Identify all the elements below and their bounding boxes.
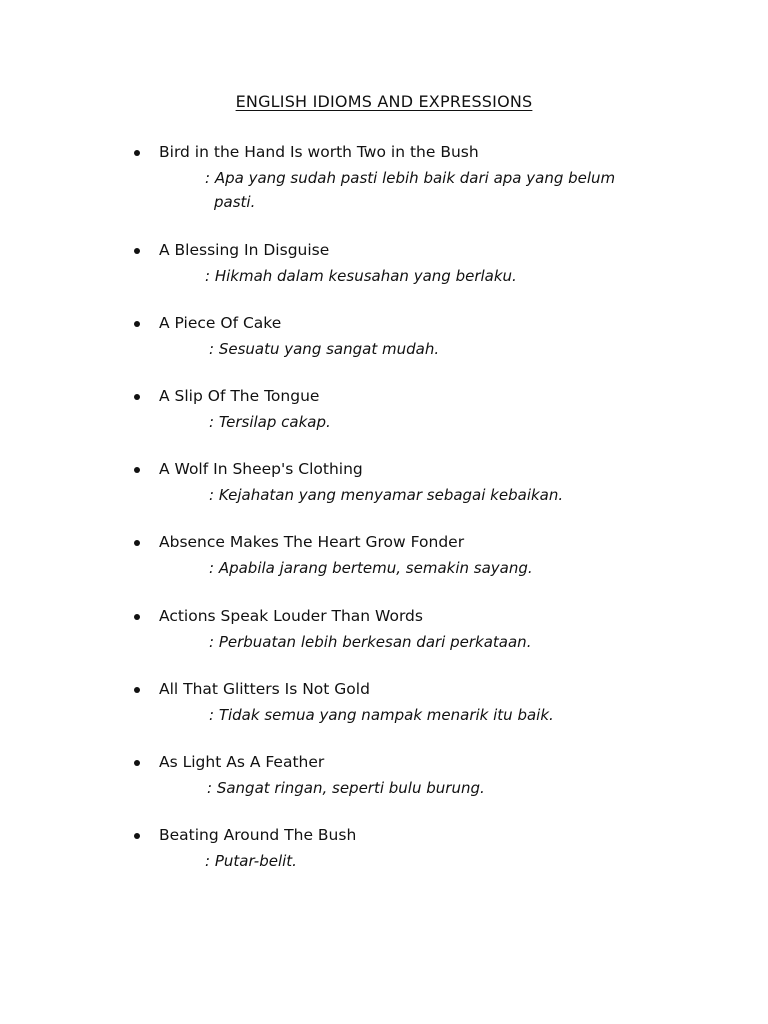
bullet-icon: [134, 321, 140, 327]
idiom-text: Actions Speak Louder Than Words: [159, 606, 423, 625]
idiom-text: Bird in the Hand Is worth Two in the Bush: [159, 143, 479, 161]
idiom-text: A Slip Of The Tongue: [159, 386, 320, 405]
meaning-line-2: pasti.: [214, 193, 256, 211]
bullet-icon: [134, 687, 140, 693]
idiom-meaning: : Putar-belit.: [205, 852, 297, 871]
idiom-meaning: : Kejahatan yang menyamar sebagai kebaikan.: [209, 486, 564, 505]
idiom-list: [0, 140, 768, 896]
list-item: [0, 823, 768, 896]
idiom-text: Absence Makes The Heart Grow Fonder: [159, 533, 465, 552]
idiom-meaning: : Apabila jarang bertemu, semakin sayang.: [209, 559, 533, 578]
idiom-meaning: [205, 166, 635, 214]
list-item: [0, 530, 768, 603]
bullet-icon: [134, 467, 140, 473]
list-item: [0, 140, 768, 238]
list-item: [0, 604, 768, 677]
idiom-text: A Piece Of Cake: [159, 313, 282, 332]
list-item: [0, 238, 768, 311]
list-item: [0, 677, 768, 750]
bullet-icon: [134, 248, 140, 254]
idiom-meaning: : Sesuatu yang sangat mudah.: [209, 339, 440, 358]
idiom-meaning: : Tidak semua yang nampak menarik itu baik.: [209, 705, 554, 724]
idiom-text: A Blessing In Disguise: [159, 240, 330, 259]
bullet-icon: [134, 833, 140, 839]
idiom-text: A Wolf In Sheep's Clothing: [159, 460, 363, 479]
list-item: [0, 311, 768, 384]
list-item: [0, 384, 768, 457]
bullet-icon: [134, 540, 140, 546]
page-title: ENGLISH IDIOMS AND EXPRESSIONS: [235, 92, 533, 111]
meaning-line-1: : Apa yang sudah pasti lebih baik dari apa yang belum: [205, 169, 616, 187]
bullet-icon: [134, 394, 140, 400]
list-item: [0, 750, 768, 823]
bullet-icon: [134, 760, 140, 766]
idiom-meaning: : Sangat ringan, seperti bulu burung.: [207, 778, 485, 797]
idiom-meaning: : Tersilap cakap.: [209, 412, 331, 431]
bullet-icon: [134, 614, 140, 620]
list-item: [0, 457, 768, 530]
idiom-meaning: : Hikmah dalam kesusahan yang berlaku.: [205, 266, 517, 285]
idiom-text: Beating Around The Bush: [159, 826, 357, 845]
bullet-icon: [134, 150, 140, 156]
idiom-text: As Light As A Feather: [159, 752, 325, 771]
idiom-meaning: : Perbuatan lebih berkesan dari perkataan.: [209, 632, 532, 651]
idiom-text: All That Glitters Is Not Gold: [159, 679, 370, 698]
